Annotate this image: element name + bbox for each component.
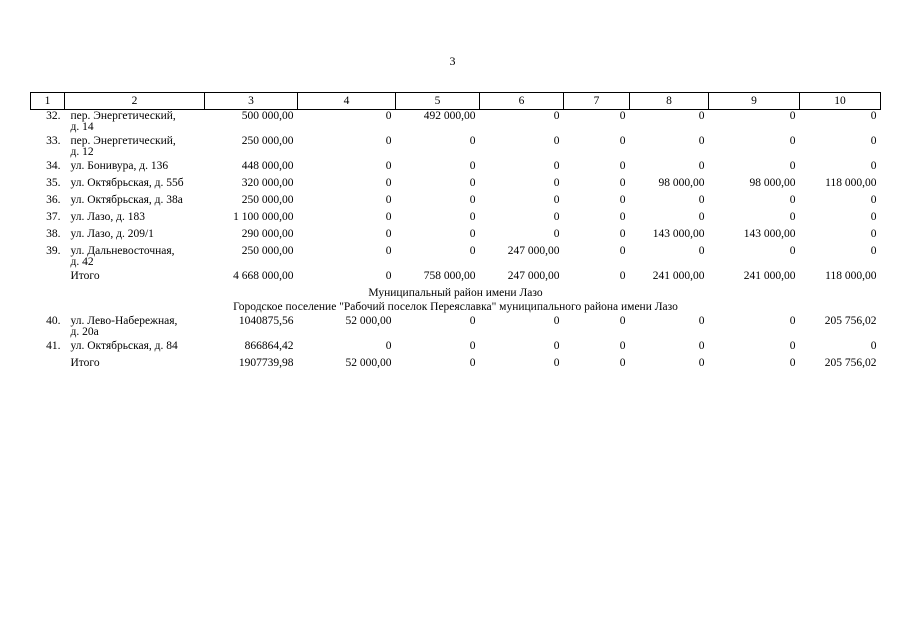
- column-header: 4: [298, 93, 396, 110]
- value-cell: 0: [698, 194, 705, 206]
- column-header: 7: [564, 93, 630, 110]
- value-cell: 0: [553, 110, 560, 122]
- value-cell: 0: [870, 160, 877, 172]
- value-cell: 0: [619, 340, 626, 352]
- value-cell: 866864,42: [244, 340, 294, 352]
- table-row: [31, 160, 881, 177]
- value-cell: 0: [789, 194, 796, 206]
- value-cell: 0: [789, 245, 796, 257]
- section-heading-row: [31, 301, 881, 315]
- value-cell: 0: [553, 211, 560, 223]
- value-cell: 250 000,00: [241, 245, 294, 257]
- value-cell: 0: [385, 194, 392, 206]
- total-value-cell: 241 000,00: [652, 270, 705, 282]
- value-cell: 0: [870, 340, 877, 352]
- value-cell: 250 000,00: [241, 135, 294, 147]
- row-number: 36.: [46, 194, 61, 206]
- total-value-cell: 205 756,02: [824, 357, 877, 369]
- row-number: 34.: [46, 160, 61, 172]
- value-cell: 98 000,00: [658, 177, 705, 189]
- value-cell: 0: [385, 228, 392, 240]
- value-cell: 143 000,00: [652, 228, 705, 240]
- address-cell: [65, 245, 205, 270]
- value-cell: 290 000,00: [241, 228, 294, 240]
- value-cell: 0: [698, 340, 705, 352]
- address-line: д. 20а: [70, 326, 99, 338]
- district-heading: Муниципальный район имени Лазо: [368, 287, 543, 299]
- address-cell: [65, 135, 205, 160]
- value-cell: 0: [469, 340, 476, 352]
- row-number: 40.: [46, 315, 61, 327]
- column-header: 9: [709, 93, 800, 110]
- total-value-cell: 0: [385, 270, 392, 282]
- total-value-cell: 0: [469, 357, 476, 369]
- address-line: д. 42: [70, 256, 94, 268]
- column-header: 3: [205, 93, 298, 110]
- value-cell: 0: [789, 340, 796, 352]
- value-cell: 118 000,00: [825, 177, 877, 189]
- total-value-cell: 0: [698, 357, 705, 369]
- value-cell: 0: [789, 160, 796, 172]
- value-cell: 0: [870, 135, 877, 147]
- value-cell: 0: [553, 194, 560, 206]
- value-cell: 0: [553, 135, 560, 147]
- value-cell: 0: [789, 135, 796, 147]
- value-cell: 0: [469, 228, 476, 240]
- table-row: [31, 228, 881, 245]
- value-cell: 0: [619, 110, 626, 122]
- value-cell: 0: [553, 340, 560, 352]
- address-cell: [65, 340, 205, 357]
- value-cell: 0: [698, 110, 705, 122]
- row-number: 38.: [46, 228, 61, 240]
- table-row: [31, 135, 881, 160]
- table-row: [31, 340, 881, 357]
- column-header: 5: [396, 93, 480, 110]
- value-cell: 0: [619, 194, 626, 206]
- total-label: Итого: [70, 357, 100, 369]
- value-cell: 0: [385, 177, 392, 189]
- total-value-cell: 0: [553, 357, 560, 369]
- total-label: Итого: [70, 270, 100, 282]
- value-cell: 0: [385, 160, 392, 172]
- value-cell: 0: [385, 245, 392, 257]
- total-row: [31, 357, 881, 374]
- data-table: [30, 92, 881, 374]
- value-cell: 0: [698, 315, 705, 327]
- value-cell: 0: [469, 177, 476, 189]
- value-cell: 1 100 000,00: [233, 211, 294, 223]
- column-header: 1: [31, 93, 65, 110]
- total-row: [31, 270, 881, 287]
- table-row: [31, 194, 881, 211]
- address-line: пер. Энергетический,: [70, 110, 176, 122]
- row-number: [31, 270, 65, 287]
- value-cell: 0: [789, 315, 796, 327]
- value-cell: 0: [469, 245, 476, 257]
- value-cell: 0: [619, 245, 626, 257]
- value-cell: 0: [553, 315, 560, 327]
- total-value-cell: 0: [619, 357, 626, 369]
- address-cell: [65, 177, 205, 194]
- value-cell: 0: [619, 228, 626, 240]
- value-cell: 0: [789, 110, 796, 122]
- address-line: д. 14: [70, 121, 94, 133]
- value-cell: 0: [469, 135, 476, 147]
- column-header: 2: [65, 93, 205, 110]
- value-cell: 205 756,02: [824, 315, 877, 327]
- table-row: [31, 315, 881, 340]
- value-cell: 0: [469, 211, 476, 223]
- address-cell: [65, 211, 205, 228]
- value-cell: 0: [385, 135, 392, 147]
- address-cell: [65, 110, 205, 136]
- row-number: 32.: [46, 110, 61, 122]
- value-cell: 0: [469, 160, 476, 172]
- value-cell: 448 000,00: [241, 160, 294, 172]
- total-value-cell: 118 000,00: [825, 270, 877, 282]
- value-cell: 0: [870, 194, 877, 206]
- section-heading-row: [31, 287, 881, 301]
- column-header: 6: [480, 93, 564, 110]
- address-line: ул. Октябрьская, д. 55б: [70, 177, 184, 189]
- value-cell: 250 000,00: [241, 194, 294, 206]
- row-number: 37.: [46, 211, 61, 223]
- page-number: 3: [449, 54, 456, 68]
- table-body: [31, 110, 881, 375]
- value-cell: 143 000,00: [743, 228, 796, 240]
- row-number: 33.: [46, 135, 61, 147]
- total-value-cell: 0: [789, 357, 796, 369]
- address-line: ул. Дальневосточная,: [70, 245, 175, 257]
- table-row: [31, 245, 881, 270]
- value-cell: 0: [698, 211, 705, 223]
- value-cell: 247 000,00: [507, 245, 560, 257]
- total-value-cell: 4 668 000,00: [233, 270, 294, 282]
- value-cell: 0: [469, 194, 476, 206]
- value-cell: 0: [870, 228, 877, 240]
- value-cell: 0: [469, 315, 476, 327]
- address-cell: [65, 315, 205, 340]
- row-number: 39.: [46, 245, 61, 257]
- value-cell: 0: [698, 245, 705, 257]
- value-cell: 0: [619, 135, 626, 147]
- column-header: 8: [630, 93, 709, 110]
- value-cell: 0: [553, 177, 560, 189]
- value-cell: 0: [385, 211, 392, 223]
- value-cell: 0: [698, 135, 705, 147]
- value-cell: 1040875,56: [238, 315, 294, 327]
- total-value-cell: 52 000,00: [345, 357, 392, 369]
- address-line: ул. Октябрьская, д. 84: [70, 340, 178, 352]
- address-line: ул. Лазо, д. 183: [70, 211, 145, 223]
- address-line: ул. Лазо, д. 209/1: [70, 228, 154, 240]
- row-number: 35.: [46, 177, 61, 189]
- settlement-heading: Городское поселение "Рабочий поселок Переяславка" муниципального района имени Лазо: [233, 301, 678, 313]
- value-cell: 0: [870, 245, 877, 257]
- value-cell: 0: [385, 340, 392, 352]
- value-cell: 0: [619, 315, 626, 327]
- total-value-cell: 0: [619, 270, 626, 282]
- address-line: ул. Лево-Набережная,: [70, 315, 178, 327]
- value-cell: 0: [789, 211, 796, 223]
- total-value-cell: 241 000,00: [743, 270, 796, 282]
- address-line: пер. Энергетический,: [70, 135, 176, 147]
- value-cell: 492 000,00: [423, 110, 476, 122]
- value-cell: 500 000,00: [241, 110, 294, 122]
- value-cell: 98 000,00: [749, 177, 796, 189]
- row-number: 41.: [46, 340, 61, 352]
- total-value-cell: 758 000,00: [423, 270, 476, 282]
- value-cell: 0: [870, 110, 877, 122]
- address-cell: [65, 228, 205, 245]
- column-header: 10: [800, 93, 881, 110]
- address-line: д. 12: [70, 146, 94, 158]
- table-row: [31, 177, 881, 194]
- value-cell: 0: [385, 110, 392, 122]
- value-cell: 0: [870, 211, 877, 223]
- value-cell: 0: [619, 177, 626, 189]
- total-value-cell: 1907739,98: [238, 357, 294, 369]
- value-cell: 0: [619, 160, 626, 172]
- value-cell: 0: [698, 160, 705, 172]
- row-number: [31, 357, 65, 374]
- address-cell: [65, 160, 205, 177]
- value-cell: 0: [553, 160, 560, 172]
- value-cell: 0: [619, 211, 626, 223]
- address-line: ул. Октябрьская, д. 38а: [70, 194, 183, 206]
- value-cell: 52 000,00: [345, 315, 392, 327]
- address-line: ул. Бонивура, д. 136: [70, 160, 169, 172]
- value-cell: 0: [553, 228, 560, 240]
- table-row: [31, 211, 881, 228]
- value-cell: 320 000,00: [241, 177, 294, 189]
- header-row: [31, 93, 881, 110]
- address-cell: [65, 194, 205, 211]
- total-value-cell: 247 000,00: [507, 270, 560, 282]
- table-row: [31, 110, 881, 136]
